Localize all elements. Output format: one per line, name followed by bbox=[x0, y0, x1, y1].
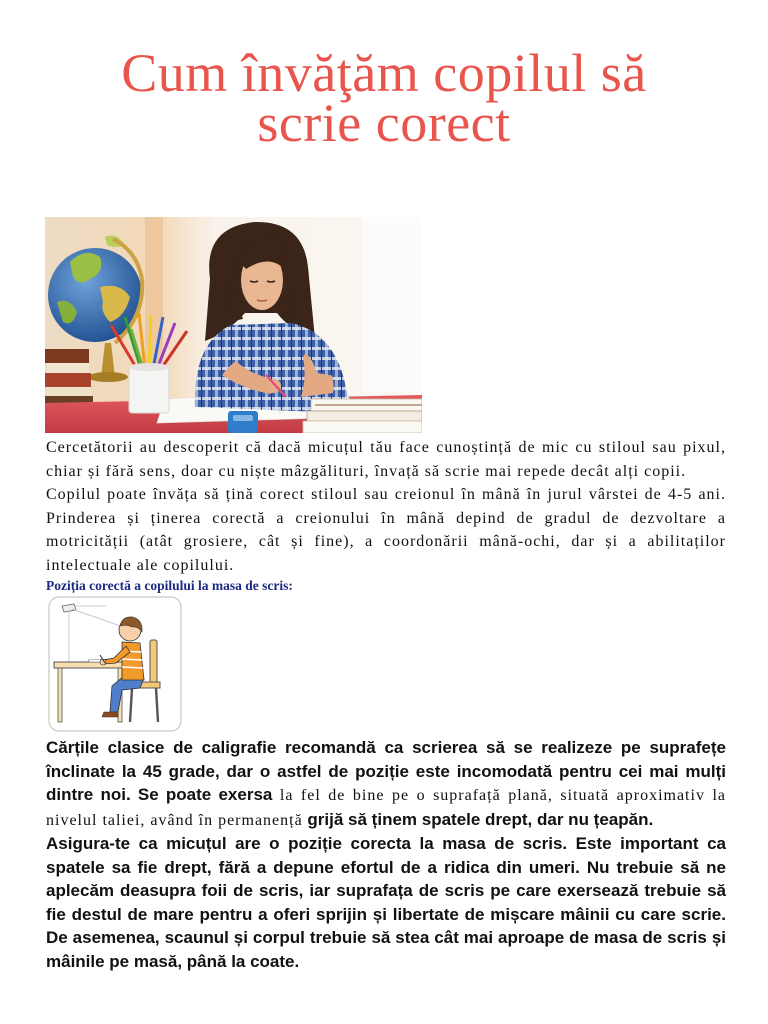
page-title: Cum învăţăm copilul să scrie corect bbox=[121, 43, 647, 153]
sharpener bbox=[228, 411, 258, 433]
article-body bbox=[46, 436, 726, 973]
posture-illustration bbox=[48, 596, 182, 732]
paragraph-calligraphy bbox=[46, 736, 726, 832]
section-heading: Poziția corectă a copilului la masa de scris: bbox=[46, 578, 293, 593]
paragraph-intro: Cercetătorii au descoperit că dacă micuțul tău face cunoștință de mic cu stiloul sau pixul, chiar și fără sens, doar cu niște mâzgălituri, învață să scrie mai repede decât alți copii. bbox=[46, 439, 726, 480]
hero-photo bbox=[45, 217, 422, 433]
calligraphy-text-1: Cărțile clasice de caligrafie recomandă ca scrierea să se realizeze pe suprafețe înclinate la 45 grade, dar o astfel de poziție este incomodată pentru cei mai mulți dintre noi. Se poate exersa bbox=[46, 738, 726, 804]
calligraphy-text-3: grijă să ținem spatele drept, dar nu țeapăn. bbox=[302, 809, 654, 829]
paragraph-posture: Asigura-te ca micuțul are o poziție corecta la masa de scris. Este important ca spatele sa fie drept, fără a depune efortul de a ridica din umeri. Nu trebuie să ne aplecăm deasupra foii de scris, iar suprafața de scris pe care exersează trebuie să fie destul de mare pentru a oferi sprijin și libertate de mișcare mâinii cu care scrie. De asemenea, scaunul și corpul trebuie să stea cât mai aproape de masa de scris și mâinile pe masă, până la coate. bbox=[46, 834, 726, 971]
calligraphy-text-2: la fel de bine pe o suprafață plană, situată aproximativ la nivelul taliei, având în permanență bbox=[46, 787, 726, 829]
paragraph-age: Copilul poate învăța să țină corect stiloul sau creionul în mână în jurul vârstei de 4-5 ani. Prinderea și ținerea corectă a creionului în mână depind de gradul de dezvoltare a motricității (atât grosiere, cât și fine), a coordonării mână-ochi, dar și a abilitaților intelectuale ale copilului. bbox=[46, 486, 726, 574]
book-stack-right bbox=[303, 399, 422, 433]
